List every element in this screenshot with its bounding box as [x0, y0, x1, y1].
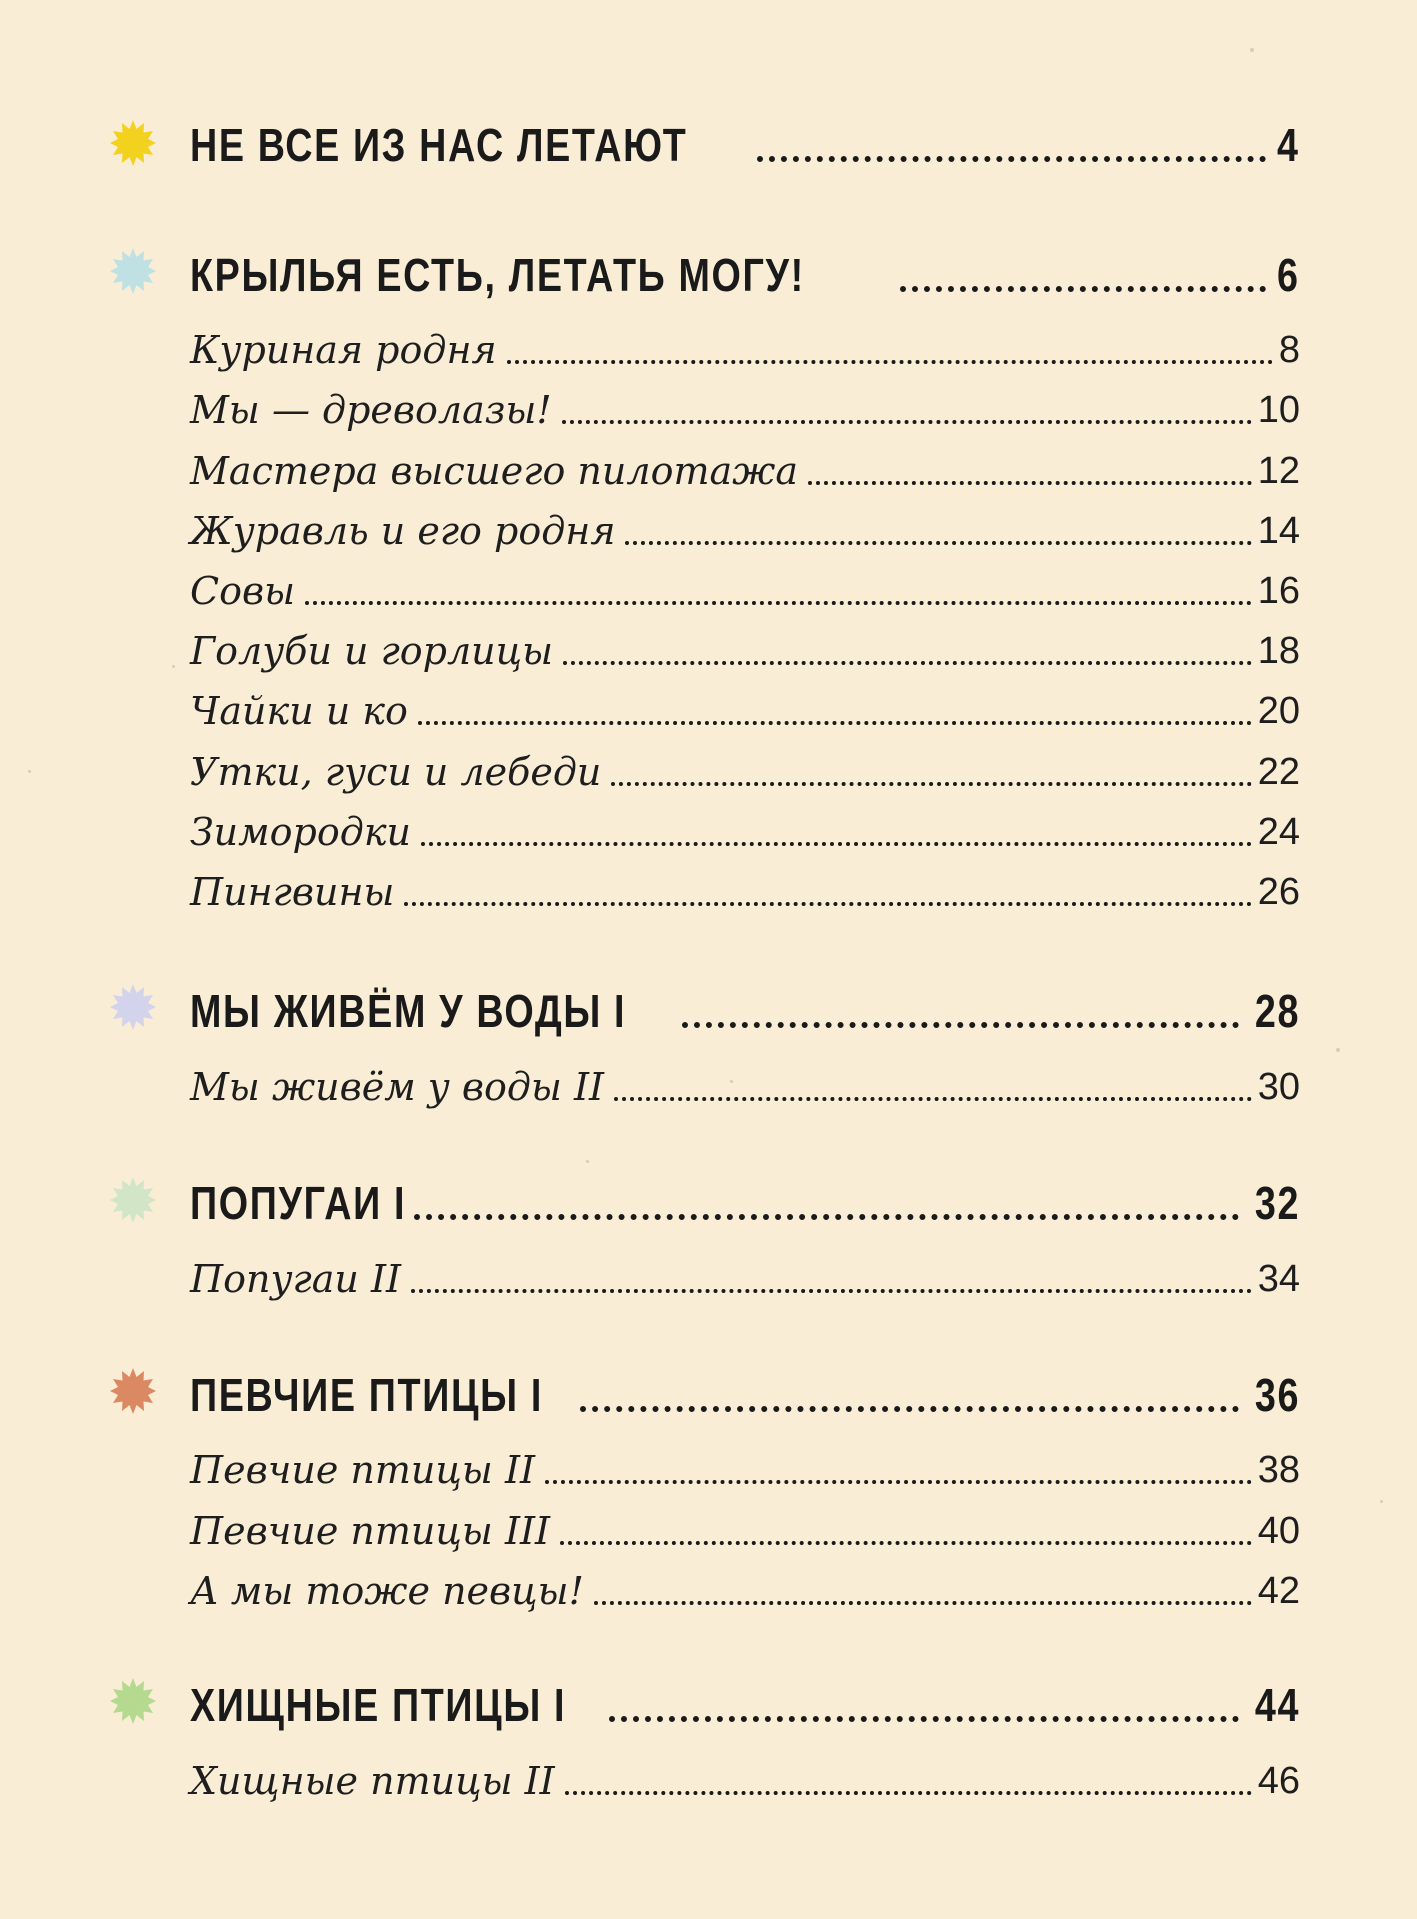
dot-leader — [808, 481, 1252, 485]
paper-speck — [172, 665, 175, 668]
entry-title: Хищные птицы II — [190, 1759, 555, 1803]
entry-title: Мастера высшего пилотажа — [190, 449, 798, 493]
starburst-icon — [108, 1175, 158, 1225]
paper-speck — [28, 770, 31, 773]
toc-entry-row[interactable] — [190, 503, 1300, 553]
page-number: 26 — [1257, 871, 1300, 913]
starburst-shape — [110, 1678, 156, 1724]
section-title: МЫ ЖИВЁМ У ВОДЫ I — [190, 985, 627, 1037]
entry-title: А мы тоже певцы! — [190, 1569, 584, 1613]
page-number: 40 — [1257, 1510, 1300, 1552]
entry-title: Пингвины — [190, 870, 395, 914]
starburst-icon — [108, 246, 158, 296]
starburst-icon — [108, 982, 158, 1032]
dot-leader — [625, 541, 1251, 545]
page-number: 44 — [1254, 1679, 1300, 1731]
section-title: НЕ ВСЕ ИЗ НАС ЛЕТАЮТ — [190, 119, 688, 171]
starburst-shape — [110, 248, 156, 294]
toc-entry-row[interactable] — [190, 322, 1300, 372]
paper-speck — [1336, 1048, 1340, 1052]
page-number: 38 — [1257, 1449, 1300, 1491]
dot-leader — [614, 1097, 1252, 1101]
dot-leader — [682, 1022, 1239, 1028]
page-number: 24 — [1257, 811, 1300, 853]
page-number: 20 — [1257, 690, 1300, 732]
dot-leader — [565, 1791, 1252, 1795]
toc-entry-row[interactable] — [190, 744, 1300, 794]
entry-title: Утки, гуси и лебеди — [190, 750, 602, 794]
dot-leader — [560, 1541, 1252, 1545]
entry-title: Голуби и горлицы — [190, 629, 554, 673]
entry-title: Певчие птицы III — [190, 1509, 550, 1553]
page-number: 36 — [1254, 1369, 1300, 1421]
toc-entry-row[interactable] — [190, 1251, 1300, 1301]
page-number: 42 — [1257, 1570, 1300, 1612]
toc-entry-row[interactable] — [190, 623, 1300, 673]
dot-leader — [580, 1406, 1238, 1412]
starburst-icon — [108, 1676, 158, 1726]
toc-entry-row[interactable] — [190, 864, 1300, 914]
page-number: 4 — [1277, 119, 1300, 171]
toc-entry-row[interactable] — [190, 382, 1300, 432]
page-number: 6 — [1277, 249, 1300, 301]
section-title: ПОПУГАИ I — [190, 1177, 407, 1229]
dot-leader — [421, 842, 1252, 846]
page-number: 28 — [1254, 985, 1300, 1037]
toc-entry-row[interactable] — [190, 804, 1300, 854]
page-number: 30 — [1257, 1066, 1300, 1108]
section-title: ПЕВЧИЕ ПТИЦЫ I — [190, 1369, 543, 1421]
dot-leader — [611, 782, 1251, 786]
section-title: КРЫЛЬЯ ЕСТЬ, ЛЕТАТЬ МОГУ! — [190, 249, 805, 301]
toc-entry-row[interactable] — [190, 1442, 1300, 1492]
paper-speck — [1380, 1500, 1383, 1503]
starburst-icon — [108, 1366, 158, 1416]
dot-leader — [507, 360, 1273, 364]
page-number: 12 — [1257, 450, 1300, 492]
starburst-shape — [110, 984, 156, 1030]
toc-entry-row[interactable] — [190, 1503, 1300, 1553]
page-number: 46 — [1257, 1760, 1300, 1802]
entry-title: Певчие птицы II — [190, 1448, 535, 1492]
paper-speck — [1250, 48, 1254, 52]
entry-title: Зимородки — [190, 810, 411, 854]
starburst-shape — [110, 1368, 156, 1414]
entry-title: Мы живём у воды II — [190, 1065, 605, 1109]
toc-entry-row[interactable] — [190, 683, 1300, 733]
dot-leader — [594, 1601, 1252, 1605]
toc-entry-row[interactable] — [190, 563, 1300, 613]
section-heading-row[interactable] — [190, 1672, 1300, 1732]
page-number: 16 — [1257, 570, 1300, 612]
section-heading-row[interactable] — [190, 1362, 1300, 1422]
page-number: 32 — [1254, 1177, 1300, 1229]
toc-entry-row[interactable] — [190, 1753, 1300, 1803]
dot-leader — [563, 661, 1252, 665]
dot-leader — [757, 156, 1267, 162]
dot-leader — [418, 721, 1252, 725]
section-title: ХИЩНЫЕ ПТИЦЫ I — [190, 1679, 567, 1731]
dot-leader — [609, 1716, 1239, 1722]
page-number: 18 — [1257, 630, 1300, 672]
entry-title: Мы — древолазы! — [190, 388, 552, 432]
entry-title: Журавль и его родня — [190, 509, 616, 553]
entry-title: Попугаи II — [190, 1257, 401, 1301]
dot-leader — [411, 1289, 1252, 1293]
section-heading-row[interactable] — [190, 242, 1300, 302]
dot-leader — [305, 601, 1252, 605]
dot-leader — [562, 420, 1252, 424]
toc-entry-row[interactable] — [190, 443, 1300, 493]
page-number: 34 — [1257, 1258, 1300, 1300]
starburst-icon — [108, 118, 158, 168]
page-number: 22 — [1257, 751, 1300, 793]
starburst-shape — [110, 1177, 156, 1223]
toc-entry-row[interactable] — [190, 1563, 1300, 1613]
paper-speck — [586, 1160, 589, 1163]
starburst-shape — [110, 120, 156, 166]
page-number: 8 — [1278, 329, 1300, 371]
dot-leader — [545, 1480, 1252, 1484]
dot-leader — [900, 286, 1267, 292]
toc-entry-row[interactable] — [190, 1059, 1300, 1109]
page-number: 14 — [1257, 510, 1300, 552]
section-heading-row[interactable] — [190, 978, 1300, 1038]
entry-title: Совы — [190, 569, 296, 613]
dot-leader — [404, 902, 1251, 906]
section-heading-row[interactable] — [190, 112, 1300, 172]
section-heading-row[interactable] — [190, 1170, 1300, 1230]
entry-title: Чайки и ко — [190, 689, 408, 733]
entry-title: Куриная родня — [190, 328, 497, 372]
page-number: 10 — [1257, 389, 1300, 431]
dot-leader — [414, 1214, 1239, 1220]
